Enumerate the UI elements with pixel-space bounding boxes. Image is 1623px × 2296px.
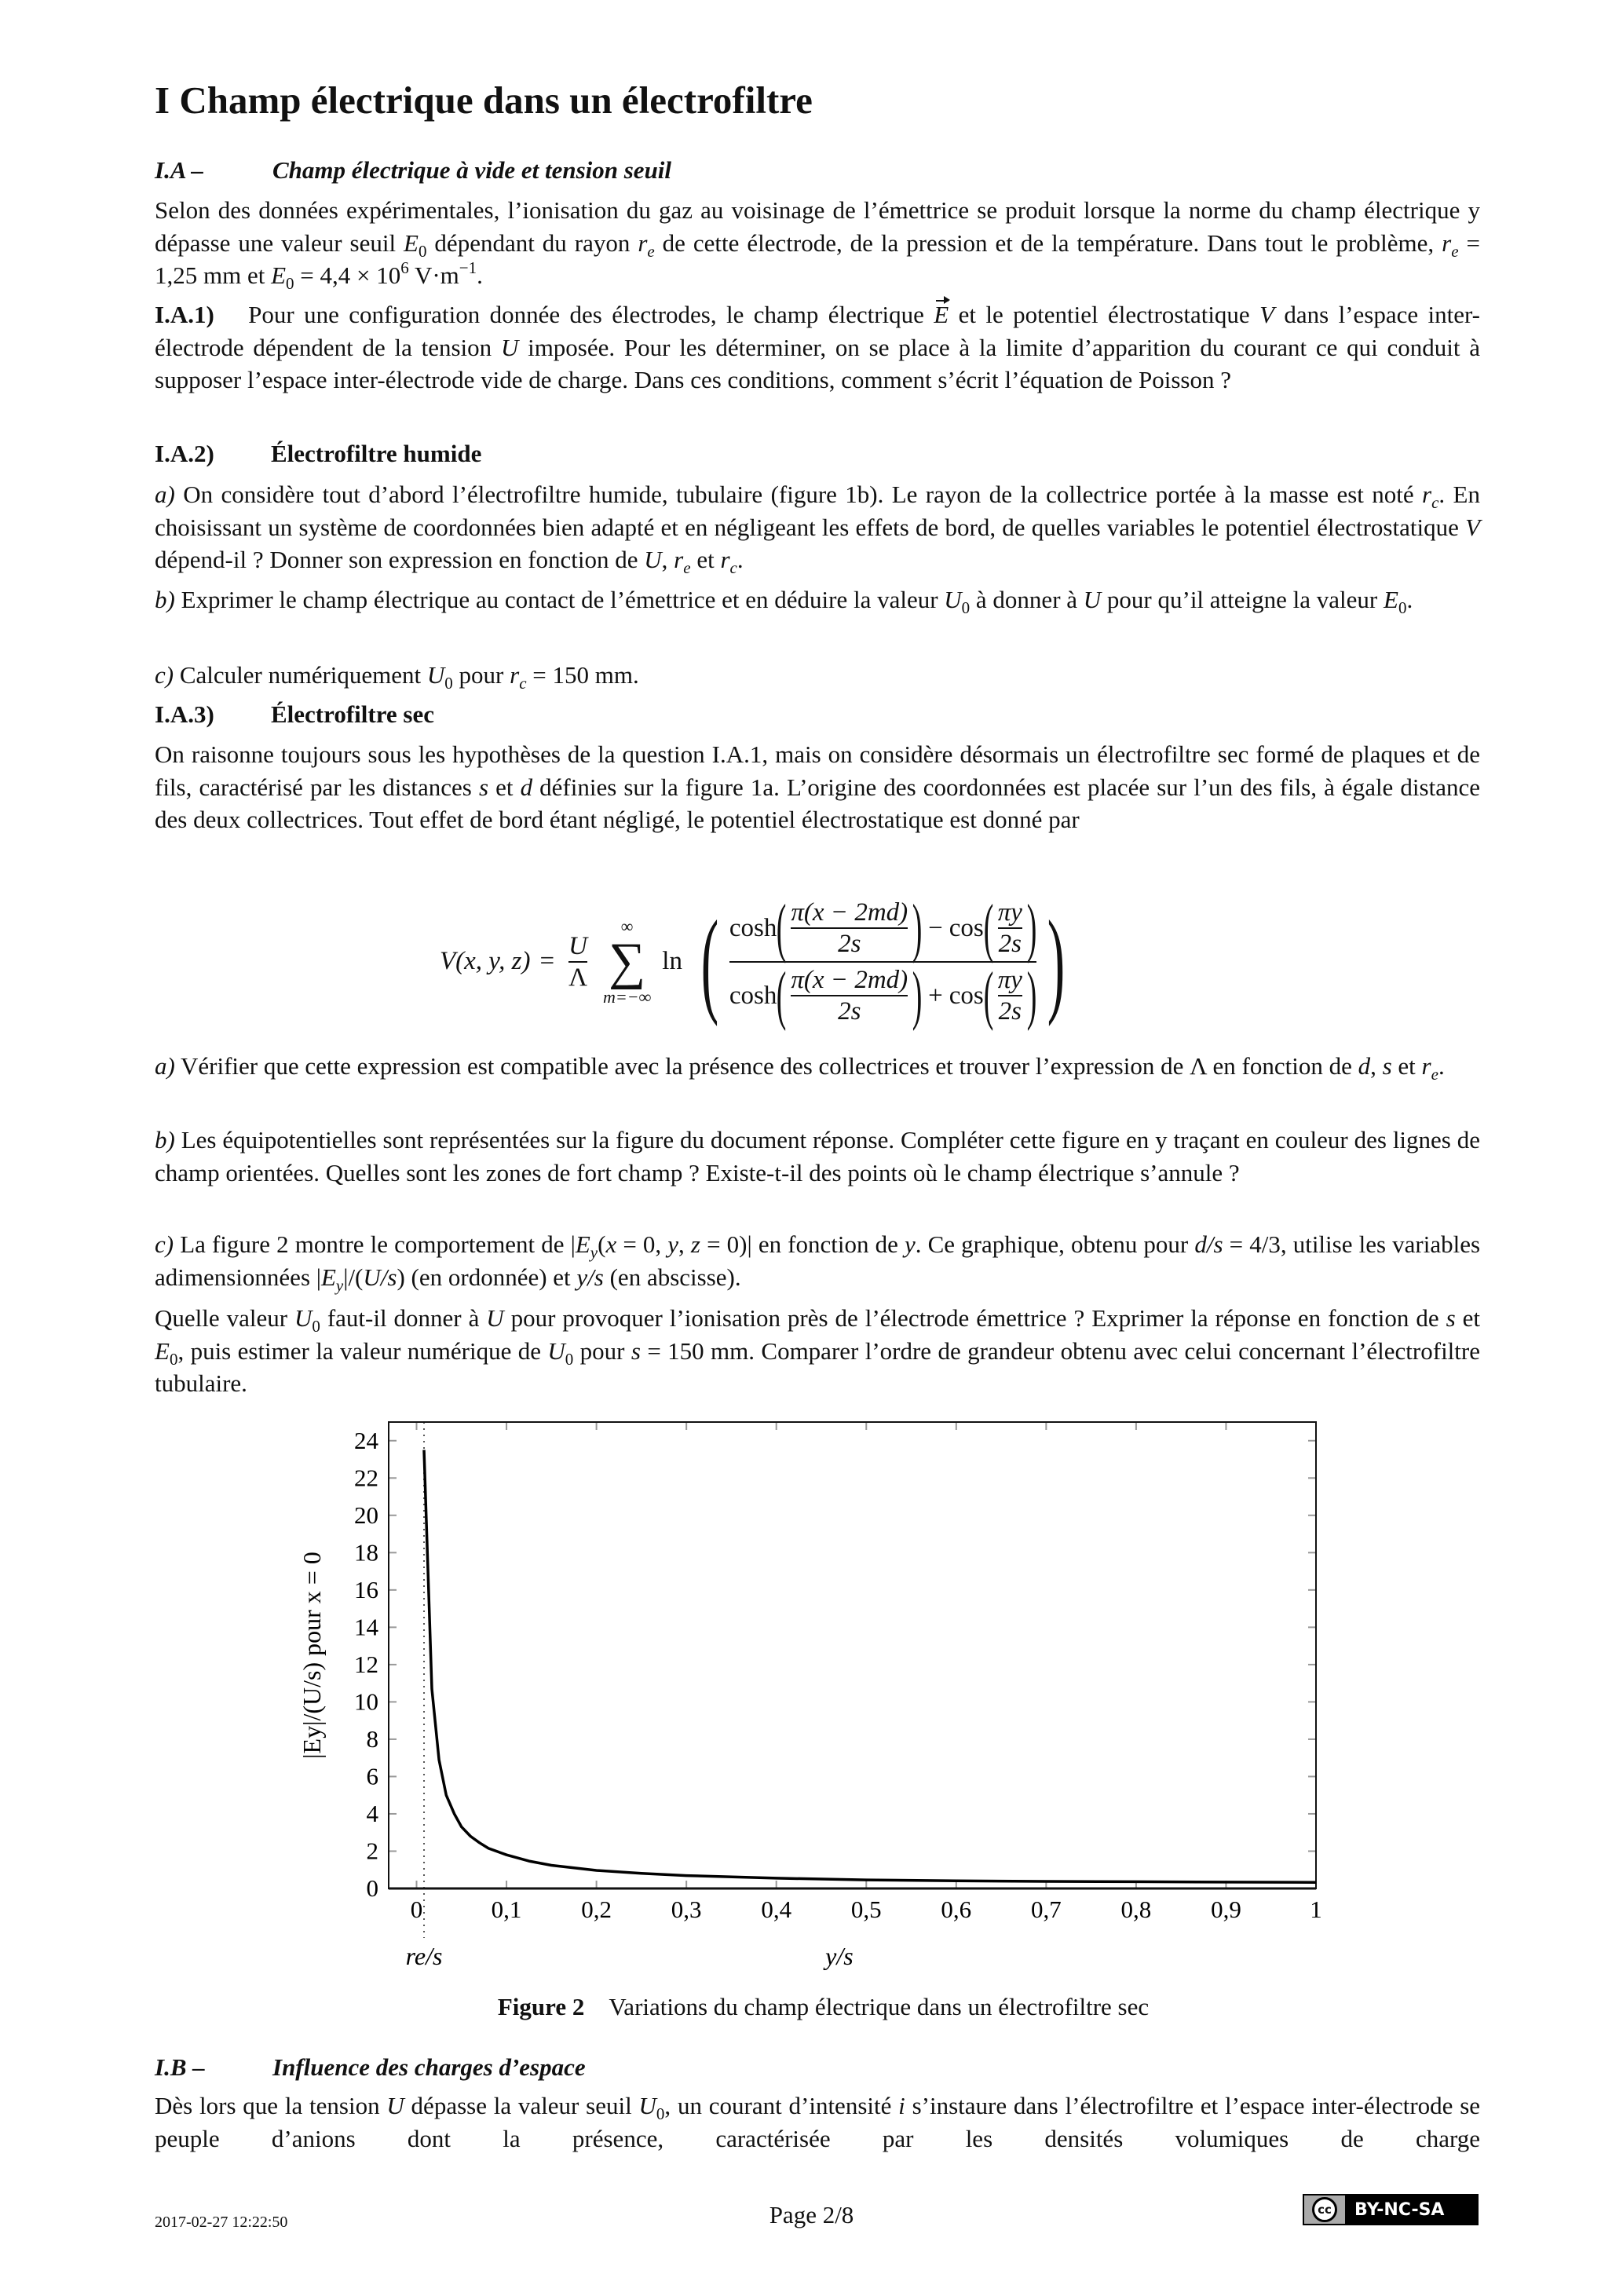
text-run: dépendant du rayon bbox=[426, 229, 638, 257]
math-run: s bbox=[478, 773, 489, 801]
math-run: y bbox=[590, 1243, 598, 1262]
math-run: c) bbox=[155, 1230, 174, 1258]
math-run: 0 bbox=[286, 274, 294, 293]
formula-equals: = bbox=[539, 947, 555, 976]
math-run: E bbox=[155, 1336, 170, 1365]
question-IA1 bbox=[155, 298, 1480, 397]
text-run: imposée. Pour les déterminer, on se place à la limite d’apparition du courant ce qui conduit à supposer l’espace inter-électrode vide de charge. Dans ces conditions, comment s’écrit l’équation de Poisson ? bbox=[155, 333, 1480, 393]
arg-num: π(x − 2md) bbox=[791, 966, 908, 994]
paren: ( bbox=[777, 891, 787, 964]
x-tick-label: 0,1 bbox=[491, 1896, 522, 1923]
text-run: . Ce graphique, obtenu pour bbox=[915, 1230, 1195, 1258]
section-title: I Champ électrique dans un électrofiltre bbox=[155, 79, 813, 122]
x-tick-label: 0,6 bbox=[941, 1896, 972, 1923]
y-tick-label: 16 bbox=[354, 1575, 378, 1603]
text-run: La figure 2 montre le comportement de | bbox=[174, 1230, 576, 1258]
paragraph-IA bbox=[155, 194, 1480, 292]
math-run: U bbox=[944, 586, 962, 613]
math-run: 0 bbox=[418, 241, 427, 261]
text-run: , bbox=[678, 1230, 691, 1258]
cos-den: 2s bbox=[998, 930, 1022, 958]
big-paren-right: ) bbox=[1047, 897, 1066, 1027]
text-run: de cette électrode, de la pression et de la température. Dans tout le problème, bbox=[654, 229, 1442, 257]
text-run: et bbox=[690, 546, 721, 573]
x-tick-label: 0,9 bbox=[1211, 1896, 1241, 1923]
text-run: et bbox=[488, 773, 521, 801]
cc-icon: cc bbox=[1312, 2197, 1337, 2222]
y-tick-label: 20 bbox=[354, 1501, 378, 1529]
text-run: , bbox=[1370, 1052, 1383, 1080]
arg-den: 2s bbox=[838, 930, 861, 958]
y-tick-label: 12 bbox=[354, 1650, 378, 1678]
text-run: . bbox=[737, 546, 744, 573]
y-tick-label: 10 bbox=[354, 1687, 378, 1716]
text-run: = 4,4 × 10 bbox=[294, 261, 401, 289]
math-run: e bbox=[683, 558, 691, 577]
paren: ) bbox=[1026, 891, 1037, 964]
text-run: ( bbox=[598, 1230, 606, 1258]
text-run: dépend-il ? Donner son expression en fonction de bbox=[155, 546, 645, 573]
math-run: i bbox=[898, 2092, 905, 2119]
x-tick-label: 0 bbox=[410, 1896, 423, 1923]
heading-title: Champ électrique à vide et tension seuil bbox=[272, 156, 672, 184]
big-paren-left: ( bbox=[700, 897, 719, 1027]
math-run: U bbox=[500, 333, 519, 361]
heading-IA3 bbox=[155, 698, 1480, 731]
math-run: r bbox=[1442, 229, 1452, 257]
x-tick-label: 0,2 bbox=[581, 1896, 612, 1923]
math-run: c bbox=[1431, 493, 1439, 512]
math-run: 6 bbox=[400, 258, 409, 277]
math-run: r bbox=[1422, 481, 1432, 508]
text-run: V·m bbox=[408, 261, 459, 289]
text-run: , puis estimer la valeur numérique de bbox=[177, 1336, 548, 1365]
math-run: U bbox=[294, 1304, 313, 1332]
text-run: . En choisissant un système de coordonnées bien adapté et en négligeant les effets de bord, de quelles variables le potentiel électrostatique bbox=[155, 481, 1480, 541]
math-run: V bbox=[1465, 513, 1480, 541]
math-run: 0 bbox=[444, 674, 453, 693]
y-tick-label: 14 bbox=[354, 1613, 378, 1641]
text-run: On considère tout d’abord l’électrofiltre humide, tubulaire (figure 1b). Le rayon de la collectrice portée à la masse est noté bbox=[174, 481, 1423, 508]
math-run: U bbox=[386, 2092, 404, 2119]
text-run: définies sur la figure 1a. L’origine des coordonnées est placée sur l’un des fils, à égale distance des deux collectrices. Tout effet de bord étant négligé, le potentiel électrostatique est donné par bbox=[155, 773, 1480, 833]
text-run: |/( bbox=[343, 1263, 364, 1291]
text-run: pour provoquer l’ionisation près de l’électrode émettrice ? Exprimer la réponse en fonction de bbox=[503, 1304, 1446, 1332]
arg-num: π(x − 2md) bbox=[791, 898, 908, 927]
math-run: E bbox=[934, 298, 949, 331]
sum-upper: ∞ bbox=[620, 916, 634, 936]
main-fraction bbox=[729, 891, 1037, 1032]
cos-den: 2s bbox=[998, 997, 1022, 1026]
heading-label: I.A.2) bbox=[155, 440, 214, 467]
caption-label: Figure 2 bbox=[497, 1993, 585, 2020]
heading-label: I.A – bbox=[155, 156, 204, 184]
y-tick-label: 8 bbox=[366, 1724, 378, 1753]
text-run: (en abscisse). bbox=[603, 1263, 741, 1291]
math-run: x bbox=[605, 1230, 617, 1258]
text-run: et bbox=[1391, 1052, 1422, 1080]
text-run: = 1,25 mm et bbox=[155, 229, 1480, 289]
paragraph-IA3 bbox=[155, 738, 1480, 836]
text-run: pour qu’il atteigne la valeur bbox=[1101, 586, 1384, 613]
x-tick-label: 0,4 bbox=[761, 1896, 792, 1923]
math-run: U bbox=[426, 661, 445, 689]
math-run: c) bbox=[155, 661, 174, 689]
text-run: et le potentiel électrostatique bbox=[949, 301, 1260, 328]
math-run: z bbox=[690, 1230, 700, 1258]
math-run: s bbox=[631, 1336, 641, 1365]
text-run: . bbox=[477, 261, 483, 289]
math-run: U bbox=[638, 2092, 656, 2119]
text-run: On raisonne toujours sous les hypothèses de la question I.A.1, mais on considère désormais un électrofiltre sec formé de plaques et de fils, caractérisé par les distances bbox=[155, 740, 1480, 801]
figure-caption bbox=[0, 1991, 1623, 2024]
heading-label: I.B – bbox=[155, 2053, 205, 2081]
math-run: E bbox=[320, 1263, 336, 1291]
text-run: = 0)| en fonction de bbox=[700, 1230, 905, 1258]
question-IA2c bbox=[155, 659, 1480, 692]
paren: ) bbox=[912, 891, 923, 964]
x-tick-label: 0,7 bbox=[1030, 1896, 1062, 1923]
math-run: e bbox=[1431, 1065, 1438, 1084]
x-tick-label: 0,8 bbox=[1120, 1896, 1152, 1923]
math-run: r bbox=[674, 546, 684, 573]
text-run: s’instaure dans l’électrofiltre et l’espace inter-électrode se peuple d’anions dont la présence, caractérisée par les densités volumiques de charge bbox=[155, 2092, 1481, 2152]
math-run: V bbox=[1259, 301, 1274, 328]
math-run: 0 bbox=[1398, 598, 1407, 617]
text-run: Vérifier que cette expression est compatible avec la présence des collectrices et trouver l’expression de Λ en fonction de bbox=[174, 1052, 1358, 1080]
math-run: U bbox=[1083, 586, 1102, 613]
math-run: y bbox=[667, 1230, 679, 1258]
math-run: r bbox=[720, 546, 730, 573]
math-run: U bbox=[644, 546, 662, 573]
question-IA3a bbox=[155, 1050, 1480, 1083]
math-run: 0 bbox=[656, 2104, 665, 2123]
math-run: d bbox=[520, 773, 533, 801]
math-run: 0 bbox=[169, 1349, 178, 1369]
text-run: Pour une configuration donnée des électrodes, le champ électrique bbox=[214, 301, 934, 328]
text-run: Exprimer le champ électrique au contact de l’émettrice et en déduire la valeur bbox=[174, 586, 945, 613]
fraction-U-Lambda bbox=[568, 931, 587, 993]
math-run: c bbox=[729, 558, 737, 577]
paren: ) bbox=[1026, 959, 1037, 1032]
math-run: r bbox=[510, 661, 520, 689]
page-number: Page 2/8 bbox=[769, 2201, 854, 2228]
math-run: d bbox=[1358, 1052, 1371, 1080]
text-run: , un courant d’intensité bbox=[664, 2092, 899, 2119]
heading-title: Influence des charges d’espace bbox=[272, 2053, 586, 2081]
x-axis-label: y/s bbox=[825, 1942, 854, 1970]
cosh: cosh bbox=[729, 982, 777, 1010]
plot-frame bbox=[389, 1422, 1316, 1888]
text-run: pour bbox=[452, 661, 510, 689]
text-run: = 4/3, utilise les variables adimensionnées | bbox=[155, 1230, 1481, 1291]
heading-title: Électrofiltre humide bbox=[271, 440, 482, 467]
plus: + bbox=[928, 982, 943, 1010]
ln: ln bbox=[662, 947, 682, 976]
question-IA3b bbox=[155, 1124, 1480, 1189]
text-run: Dès lors que la tension bbox=[155, 2092, 387, 2119]
numerator-row bbox=[729, 891, 1037, 964]
caption-text: Variations du champ électrique dans un électrofiltre sec bbox=[609, 1993, 1150, 2020]
math-run: a) bbox=[155, 481, 175, 508]
math-run: I.A.1) bbox=[155, 301, 214, 328]
math-run: U bbox=[486, 1304, 504, 1332]
y-tick-label: 18 bbox=[354, 1538, 378, 1567]
cos: cos bbox=[949, 914, 984, 942]
math-run: y bbox=[904, 1230, 916, 1258]
paren: ( bbox=[983, 959, 994, 1032]
math-run: r bbox=[1421, 1052, 1431, 1080]
math-run: e bbox=[647, 241, 655, 261]
math-run: c bbox=[519, 674, 527, 693]
paren: ) bbox=[912, 959, 923, 1032]
question-IA2b bbox=[155, 583, 1480, 616]
math-run: d/s bbox=[1194, 1230, 1223, 1258]
y-tick-label: 2 bbox=[366, 1837, 378, 1865]
math-run: s bbox=[1446, 1304, 1456, 1332]
math-run: r bbox=[638, 229, 648, 257]
summation bbox=[603, 916, 651, 1008]
text-run: = 150 mm. bbox=[526, 661, 639, 689]
math-run: U bbox=[547, 1336, 565, 1365]
text-run: et bbox=[1455, 1304, 1480, 1332]
text-run: faut-il donner à bbox=[320, 1304, 487, 1332]
arg-den: 2s bbox=[838, 997, 861, 1026]
math-run: y bbox=[335, 1275, 344, 1295]
math-run: E bbox=[404, 229, 419, 257]
text-run: à donner à bbox=[970, 586, 1084, 613]
text-run: Quelle valeur bbox=[155, 1304, 294, 1332]
sigma-symbol: ∑ bbox=[609, 933, 646, 990]
subsection-heading-IA bbox=[155, 154, 1480, 187]
math-run: 0 bbox=[312, 1317, 320, 1336]
cos-num: πy bbox=[997, 966, 1022, 994]
question-IA2a bbox=[155, 478, 1480, 576]
y-tick-label: 0 bbox=[366, 1874, 378, 1902]
text-run: = 0, bbox=[616, 1230, 668, 1258]
heading-IA2 bbox=[155, 437, 1480, 470]
x-tick-label: 0,3 bbox=[671, 1896, 702, 1923]
text-run: Calculer numériquement bbox=[174, 661, 427, 689]
math-run: e bbox=[1451, 241, 1459, 261]
formula-lhs: V(x, y, z) bbox=[440, 947, 531, 976]
numerator: U bbox=[568, 932, 587, 960]
figure-2-chart bbox=[267, 1406, 1343, 1979]
math-run: U/s bbox=[363, 1263, 397, 1291]
cos-num: πy bbox=[997, 898, 1022, 927]
re-s-label: re/s bbox=[405, 1942, 443, 1970]
math-run: E bbox=[1384, 586, 1398, 613]
paragraph-IB bbox=[155, 2089, 1480, 2155]
y-tick-label: 24 bbox=[354, 1426, 378, 1454]
cosh: cosh bbox=[729, 914, 777, 942]
math-run: y/s bbox=[576, 1263, 604, 1291]
minus: − bbox=[928, 914, 943, 942]
text-run: dépasse la valeur seuil bbox=[404, 2092, 639, 2119]
math-run: b) bbox=[155, 1126, 175, 1153]
x-tick-label: 0,5 bbox=[850, 1896, 882, 1923]
text-run: ) (en ordonnée) et bbox=[397, 1263, 577, 1291]
sum-lower: m=−∞ bbox=[603, 987, 652, 1007]
footer-date: 2017-02-27 12:22:50 bbox=[155, 2214, 288, 2231]
license-text: BY-NC-SA bbox=[1354, 2199, 1445, 2220]
cos: cos bbox=[949, 982, 984, 1010]
y-tick-label: 22 bbox=[354, 1464, 378, 1492]
text-run: Les équipotentielles sont représentées sur la figure du document réponse. Compléter cette figure en y traçant en couleur des lignes de champ orientées. Quelles sont les zones de fort champ ? Existe-t-il des points où le champ électrique s’annule ? bbox=[155, 1126, 1480, 1186]
denominator-row bbox=[729, 959, 1037, 1032]
math-run: 0 bbox=[961, 598, 971, 617]
text-run: Selon des données expérimentales, l’ionisation du gaz au voisinage de l’émettrice se produit lorsque la norme du champ électrique y dépasse une valeur seuil bbox=[155, 196, 1480, 257]
series-line bbox=[424, 1450, 1316, 1883]
text-run: pour bbox=[573, 1336, 631, 1365]
math-run: s bbox=[1382, 1052, 1392, 1080]
potential-formula bbox=[440, 883, 1076, 1040]
x-tick-label: 1 bbox=[1310, 1896, 1322, 1923]
text-run: . bbox=[1406, 586, 1413, 613]
question-IA3-U0 bbox=[155, 1302, 1480, 1400]
math-run: E bbox=[575, 1230, 590, 1258]
subsection-heading-IB bbox=[155, 2051, 1480, 2084]
y-axis-label: |Ey|/(U/s) pour x = 0 bbox=[298, 1552, 326, 1759]
paren: ( bbox=[983, 891, 994, 964]
text-run: = 150 mm. Comparer l’ordre de grandeur obtenu avec celui concernant l’électrofiltre tubulaire. bbox=[155, 1336, 1480, 1397]
text-run: . bbox=[1438, 1052, 1445, 1080]
math-run: b) bbox=[155, 586, 175, 613]
cc-license-badge bbox=[1303, 2194, 1479, 2225]
question-IA3c bbox=[155, 1228, 1480, 1293]
heading-label: I.A.3) bbox=[155, 700, 214, 728]
text-run: dans l’espace inter-électrode dépendent de la tension bbox=[155, 301, 1480, 361]
heading-title: Électrofiltre sec bbox=[271, 700, 434, 728]
y-tick-label: 4 bbox=[366, 1799, 378, 1827]
paren: ( bbox=[777, 959, 787, 1032]
math-run: −1 bbox=[459, 258, 477, 277]
math-run: 0 bbox=[565, 1349, 574, 1369]
math-run: a) bbox=[155, 1052, 175, 1080]
text-run: , bbox=[661, 546, 674, 573]
y-tick-label: 6 bbox=[366, 1762, 378, 1790]
math-run: E bbox=[271, 261, 287, 289]
denominator: Λ bbox=[568, 963, 588, 992]
